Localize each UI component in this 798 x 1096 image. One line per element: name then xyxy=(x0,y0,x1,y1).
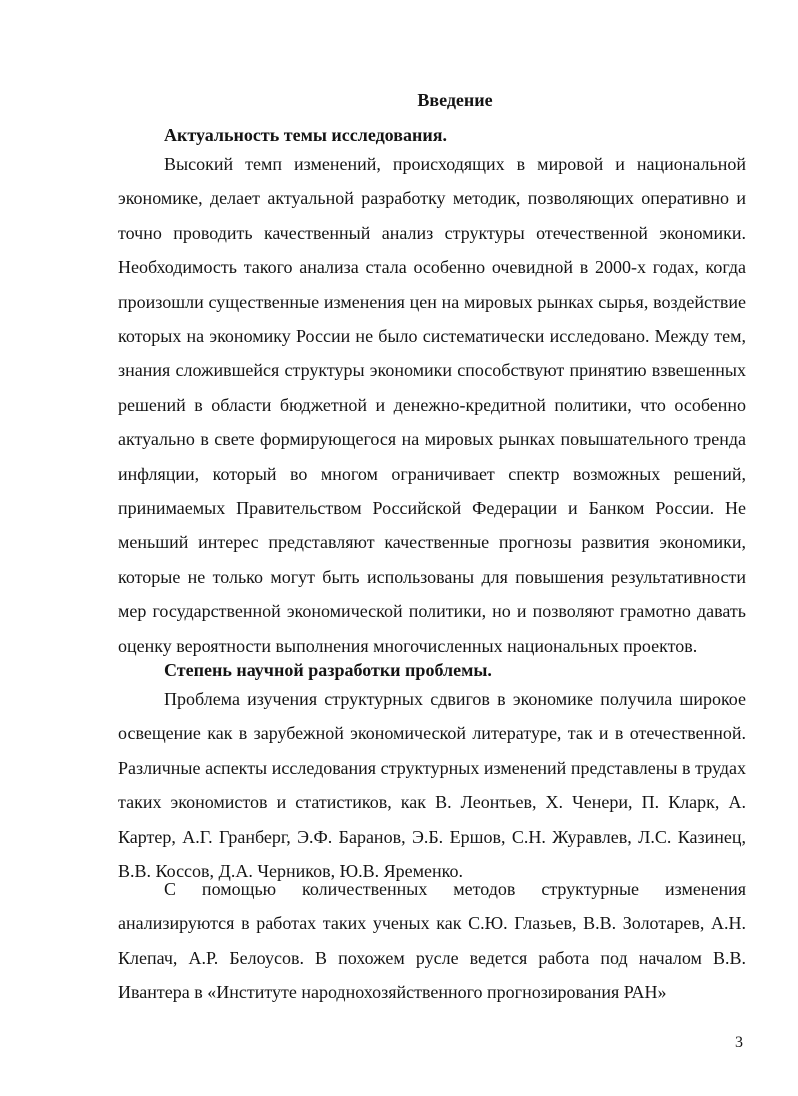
paragraph-relevance: Высокий темп изменений, происходящих в мировой и национальной экономике, делает актуальной разработку методик, позволяющих оперативно и точно проводить качественный анализ структуры отечественной экономики. Необходимость такого анализа стала особенно очевидной в 2000-х годах, когда произошли существенные изменения цен на мировых рынках сырья, воздействие которых на экономику России не было систематически исследовано. Между тем, знания сложившейся структуры экономики способствуют принятию взвешенных решений в области бюджетной и денежно-кредитной политики, что особенно актуально в свете формирующегося на мировых рынках повышательного тренда инфляции, который во многом ограничивает спектр возможных решений, принимаемых Правительством Российской Федерации и Банком России. Не меньший интерес представляют качественные прогнозы развития экономики, которые не только могут быть использованы для повышения результативности мер государственной экономической политики, но и позволяют грамотно давать оценку вероятности выполнения многочисленных национальных проектов. xyxy=(118,154,746,656)
page-number: 3 xyxy=(735,1034,743,1051)
paragraph-quantitative-methods: С помощью количественных методов структурные изменения анализируются в работах таких ученых как С.Ю. Глазьев, В.В. Золотарев, А.Н. Клепач, А.Р. Белоусов. В похожем русле ведется работа под началом В.В. Ивантера в «Институте народнохозяйственного прогнозирования РАН» xyxy=(118,879,746,1003)
page-title: Введение xyxy=(417,90,493,110)
section-heading-relevance: Актуальность темы исследования. xyxy=(164,125,447,145)
paragraph-structural-shifts: Проблема изучения структурных сдвигов в экономике получила широкое освещение как в зарубежной экономической литературе, так и в отечественной. Различные аспекты исследования структурных изменений представлены в трудах таких экономистов и статистиков, как В. Леонтьев, Х. Ченери, П. Кларк, А. Картер, А.Г. Гранберг, Э.Ф. Баранов, Э.Б. Ершов, С.Н. Журавлев, Л.С. Казинец, В.В. Коссов, Д.А. Черников, Ю.В. Яременко. xyxy=(118,689,746,882)
section-heading-research-degree: Степень научной разработки проблемы. xyxy=(164,660,492,680)
